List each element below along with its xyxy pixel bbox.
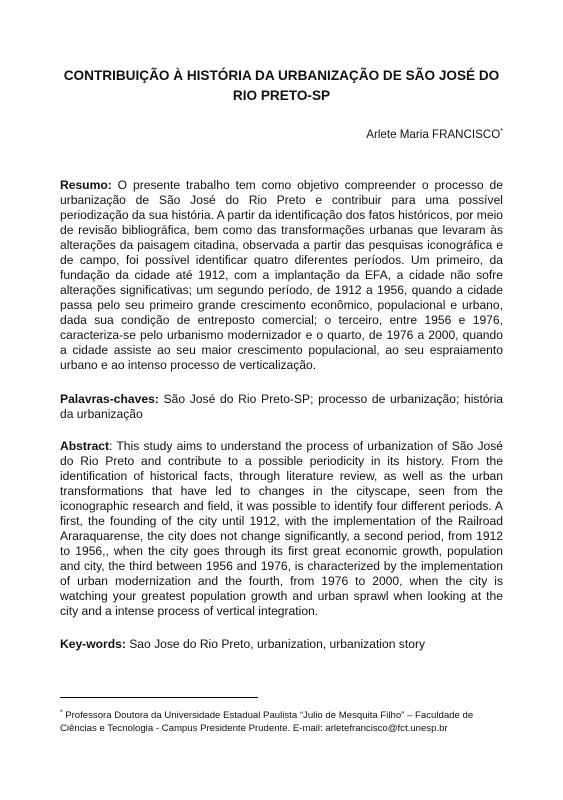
keywords-paragraph <box>60 637 503 652</box>
resumo-label: Resumo: <box>60 178 112 192</box>
footnote <box>60 709 503 735</box>
author-line <box>300 127 503 142</box>
keywords-label: Key-words: <box>60 637 126 651</box>
footnote-text: Professora Doutora da Universidade Estadual Paulista “Julio de Mesquita Filho” – Faculdade de Ciências e Tecnologia - Campus Presidente Prudente. E-mail: arletefrancisco@fct.unesp.br <box>60 710 474 734</box>
resumo-paragraph <box>60 178 503 373</box>
palavras-chaves-label: Palavras-chaves: <box>60 392 159 406</box>
author-footnote-marker: * <box>500 128 503 135</box>
paper-title: CONTRIBUIÇÃO À HISTÓRIA DA URBANIZAÇÃO DE SÃO JOSÉ DO RIO PRETO-SP <box>63 68 500 103</box>
footnote-marker: * <box>60 709 63 716</box>
author-name: Arlete Maria FRANCISCO <box>366 128 501 141</box>
footnote-divider <box>60 697 258 698</box>
abstract-label: Abstract <box>60 439 110 453</box>
abstract-text: : This study aims to understand the process of urbanization of São José do Rio Preto and contribute to a possible periodicity in its history. From the identification of historical facts, through literature review, as well as the urban transformations that have led to changes in the cityscape, seen from the iconographic research and field, it was possible to identify four different periods. A first, the founding of the city until 1912, with the implementation of the Railroad Araraquarense, the city does not change significantly, a second period, from 1912 to 1956,, when the city goes through its first great economic growth, population and city, the third between 1956 and 1976, is characterized by the implementation of urban modernization and the fourth, from 1976 to 2000, when the city is watching your greatest population growth and urban sprawl when looking at the city and a intense process of vertical integration. <box>60 439 503 618</box>
palavras-chaves-paragraph <box>60 392 503 422</box>
palavras-chaves-text: São José do Rio Preto-SP; processo de urbanização; história da urbanização <box>60 392 503 421</box>
abstract-paragraph <box>60 439 503 619</box>
keywords-text: Sao Jose do Rio Preto, urbanization, urbanization story <box>125 637 426 651</box>
resumo-text: O presente trabalho tem como objetivo compreender o processo de urbanização de São José do Rio Preto e contribuir para uma possível periodização da sua história. A partir da identificação dos fatos históricos, por meio de revisão bibliográfica, bem como das transformações urbanas que levaram às alterações da paisagem citadina, observada a partir das pesquisas iconográfica e de campo, foi possível identificar quatro diferentes períodos. Um primeiro, da fundação da cidade até 1912, com a implantação da EFA, a cidade não sofre alterações significativas; um segundo período, de 1912 a 1956, quando a cidade passa pelo seu primeiro grande crescimento econômico, populacional e urbano, dada sua condição de entreposto comercial; o terceiro, entre 1956 e 1976, caracteriza-se pelo urbanismo modernizador e o quarto, de 1976 a 2000, quando a cidade assiste ao seu maior crescimento populacional, ao seu espraiamento urbano e ao intenso processo de verticalização. <box>60 178 504 372</box>
